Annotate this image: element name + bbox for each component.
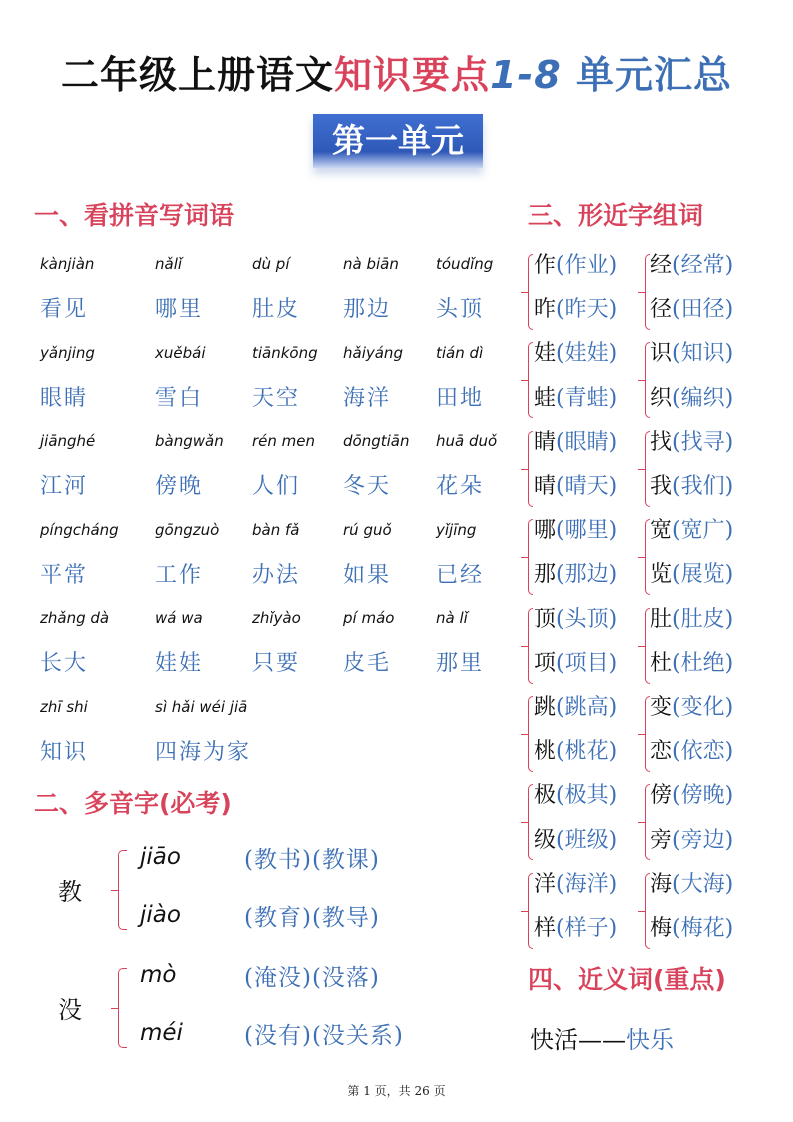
polyphone-char: 教 [58,878,82,906]
similar-char-word: (青蛙) [556,385,618,411]
pinyin-text: nà biān [343,255,399,273]
similar-char-item [650,336,733,367]
similar-char-word: (眼睛) [556,429,618,455]
pinyin-text: zhǎng dà [40,609,110,627]
polyphone-words: (没有)(没关系) [244,1023,404,1049]
similar-char-word: (依恋) [672,739,734,765]
polyphone-pinyin: mò [140,962,177,988]
answer-word: 海洋 [343,385,392,411]
similar-char-word: (那边) [556,562,618,588]
similar-char-word: (样子) [556,916,618,941]
similar-char-item [650,867,733,898]
similar-char-word: (变化) [672,695,734,720]
similar-char-item [534,425,617,456]
similar-char-item [534,646,617,677]
similar-char-item [650,646,733,677]
brace-bracket [528,342,533,418]
similar-char: 洋 [534,871,557,897]
similar-char: 项 [534,650,557,676]
answer-word: 那里 [436,651,485,676]
pinyin-text: dōngtiān [343,432,410,450]
similar-char: 蛙 [534,385,557,411]
similar-char-item [650,690,733,721]
section3-heading: 三、形近字组词 [528,201,704,230]
similar-char-item [650,425,733,456]
similar-char-item [650,823,733,854]
similar-char-item [650,248,733,279]
polyphone-words: (教书)(教课) [244,847,380,873]
similar-char-word: (海洋) [556,871,618,897]
polyphone-pinyin: jiāo [140,844,181,870]
brace-bracket [528,254,533,330]
similar-char-word: (肚皮) [672,606,734,632]
similar-char-word: (找寻) [672,429,734,455]
similar-char: 变 [650,695,673,720]
answer-word: 田地 [436,385,485,411]
answer-word: 办法 [252,562,301,588]
answer-word: 娃娃 [155,651,204,676]
pinyin-text: nǎlǐ [155,255,183,273]
page-title [0,44,793,99]
brace-bracket [528,431,533,507]
polyphone-pinyin: jiào [140,902,181,928]
similar-char: 恋 [650,739,673,765]
pinyin-text: dù pí [252,255,290,273]
similar-char-word: (经常) [672,253,734,278]
pinyin-text: zhī shi [40,697,88,716]
pinyin-text: sì hǎi wéi jiā [155,697,248,716]
similar-char-word: (编织) [672,385,734,411]
pinyin-text: tiānkōng [252,343,318,362]
pinyin-text: xuěbái [155,343,206,362]
pinyin-text: yǎnjing [40,343,95,362]
similar-char: 傍 [650,783,673,809]
similar-char-word: (娃娃) [556,341,618,367]
similar-char-word: (作业) [556,253,618,278]
answer-word: 只要 [252,651,301,676]
pinyin-text: hǎiyáng [343,343,403,362]
polyphone-pinyin: méi [140,1020,183,1046]
similar-char-item [534,381,617,412]
answer-word: 看见 [40,297,89,322]
similar-char-item [534,734,617,765]
answer-word: 江河 [40,474,89,499]
answer-word: 雪白 [155,385,204,411]
similar-char-word: (大海) [672,871,734,897]
similar-char: 织 [650,385,673,411]
section2-heading: 二、多音字(必考) [34,789,232,818]
similar-char-word: (班级) [556,827,618,853]
similar-char: 娃 [534,341,557,367]
similar-char-word: (杜绝) [672,650,734,676]
similar-char-item [650,557,733,588]
answer-word: 傍晚 [155,474,204,499]
similar-char: 跳 [534,695,557,720]
similar-char-word: (项目) [556,650,618,676]
similar-char: 径 [650,297,673,323]
similar-char: 级 [534,827,557,853]
pinyin-text: tián dì [436,343,484,362]
title-part-grade: 二年级上册语文 [61,53,335,97]
page-footer: 第 1 页，共 26 页 [347,1084,446,1098]
polyphone-char: 没 [58,996,82,1024]
similar-char-item [534,690,617,721]
pinyin-text: bàngwǎn [155,432,224,450]
synonym-word: 快活 [530,1026,578,1054]
similar-char-item [650,292,733,323]
similar-char: 宽 [650,518,673,544]
similar-char: 识 [650,341,673,367]
similar-char: 我 [650,474,673,499]
similar-char: 晴 [534,474,557,499]
similar-char-item [534,602,617,633]
similar-char-word: (晴天) [556,474,618,499]
answer-word: 那边 [343,297,392,322]
similar-char-item [650,469,733,500]
pinyin-text: nà lǐ [436,609,468,627]
similar-char: 顶 [534,606,557,632]
pinyin-text: kànjiàn [40,255,95,273]
answer-word: 工作 [155,562,204,588]
similar-char-item [534,469,617,500]
brace-bracket [118,850,127,930]
answer-word: 肚皮 [252,297,301,322]
pinyin-text: pí máo [343,609,395,627]
answer-word: 如果 [343,562,392,588]
answer-word: 四海为家 [155,739,252,765]
pinyin-text: jiānghé [40,432,96,450]
answer-word: 知识 [40,739,89,765]
similar-char: 哪 [534,518,557,544]
similar-char-word: (跳高) [556,695,618,720]
similar-char-word: (哪里) [556,518,618,544]
title-part-range: 1-8 [490,53,562,97]
similar-char-word: (展览) [672,562,734,588]
similar-char-item [534,336,617,367]
polyphone-words: (淹没)(没落) [244,965,380,991]
similar-char-word: (知识) [672,341,734,367]
answer-word: 已经 [436,562,485,588]
brace-bracket [528,696,533,772]
similar-char: 极 [534,783,557,809]
section4-heading: 四、近义词(重点) [528,965,726,994]
answer-word: 平常 [40,562,89,588]
pinyin-text: yǐjīng [436,520,477,539]
similar-char: 经 [650,253,673,278]
similar-char: 肚 [650,606,673,632]
similar-char-item [650,602,733,633]
brace-bracket [118,968,127,1048]
answer-word: 天空 [252,385,301,411]
similar-char-item [534,557,617,588]
brace-bracket [528,784,533,860]
synonym-answer: 快乐 [626,1026,674,1054]
similar-char-word: (宽广) [672,518,734,544]
section1-heading: 一、看拼音写词语 [34,201,235,230]
brace-bracket [528,608,533,684]
similar-char-word: (梅花) [672,916,734,941]
similar-char-word: (极其) [556,783,618,809]
similar-char: 海 [650,871,673,897]
similar-char-item [650,911,733,942]
pinyin-text: huā duǒ [436,432,498,450]
similar-char: 那 [534,562,557,588]
similar-char-item [650,513,733,544]
similar-char-item [534,911,617,942]
pinyin-text: tóudǐng [436,255,494,273]
similar-char-word: (旁边) [672,827,734,853]
similar-char-word: (头顶) [556,606,618,632]
similar-char-word: (我们) [672,474,734,499]
similar-char-item [534,823,617,854]
similar-char: 览 [650,562,673,588]
similar-char-item [534,513,617,544]
brace-bracket [528,519,533,595]
similar-char-item [650,381,733,412]
similar-char-item [650,734,733,765]
similar-char-word: (昨天) [556,297,618,323]
pinyin-text: rén men [252,432,316,450]
similar-char: 杜 [650,650,673,676]
unit-badge: 第一单元 [313,114,483,168]
answer-word: 哪里 [155,297,204,322]
similar-char-word: (田径) [672,297,734,323]
similar-char-word: (傍晚) [672,783,734,809]
similar-char-item [534,248,617,279]
answer-word: 长大 [40,651,89,676]
polyphone-words: (教育)(教导) [244,905,380,931]
similar-char: 梅 [650,916,673,941]
brace-bracket [528,873,533,949]
pinyin-text: gōngzuò [155,520,220,539]
pinyin-text: píngcháng [40,520,119,539]
similar-char: 旁 [650,827,673,853]
pinyin-text: bàn fǎ [252,520,300,539]
answer-word: 花朵 [436,474,485,499]
answer-word: 头顶 [436,297,485,322]
similar-char-word: (桃花) [556,739,618,765]
similar-char-item [534,867,617,898]
pinyin-text: wá wa [155,609,203,627]
similar-char: 桃 [534,739,557,765]
similar-char-item [650,778,733,809]
similar-char-item [534,778,617,809]
synonym-pair [530,1020,674,1055]
pinyin-text: rú guǒ [343,520,392,539]
answer-word: 冬天 [343,474,392,499]
similar-char: 昨 [534,297,557,323]
answer-word: 人们 [252,474,301,499]
answer-word: 皮毛 [343,651,392,676]
pinyin-text: zhǐyào [252,609,301,627]
title-part-points: 知识要点 [334,53,491,97]
similar-char: 睛 [534,429,557,455]
synonym-dash: —— [578,1026,626,1054]
answer-word: 眼睛 [40,385,89,411]
similar-char-item [534,292,617,323]
title-part-summary: 单元汇总 [561,53,732,97]
similar-char: 找 [650,429,673,455]
similar-char: 作 [534,253,557,278]
similar-char: 样 [534,916,557,941]
